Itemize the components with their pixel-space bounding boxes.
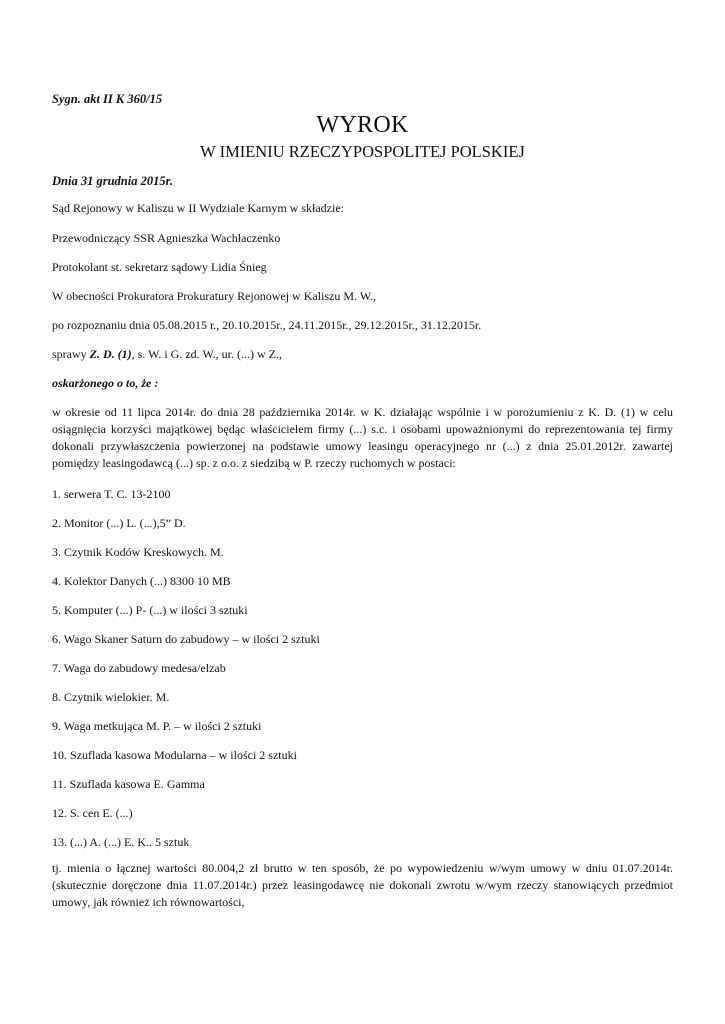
prosecutor-line: W obecności Prokuratora Prokuratury Rejonowej w Kaliszu M. W., xyxy=(52,289,377,303)
court-clerk: Protokolant st. sekretarz sądowy Lidia Śnieg xyxy=(52,260,267,274)
judgment-title: WYROK xyxy=(316,112,409,138)
list-item: 10. Szuflada kasowa Modularna – w ilości 2 sztuki xyxy=(52,748,297,762)
case-line xyxy=(52,346,282,363)
items-list xyxy=(52,486,320,863)
case-suffix: , s. W. i G. zd. W., ur. (...) w Z., xyxy=(131,347,283,361)
list-item: 7. Waga do zabudowy medesa/elzab xyxy=(52,661,226,675)
charge-paragraph: w okresie od 11 lipca 2014r. do dnia 28 października 2014r. w K. działając wspólnie i w porozumieniu z K. D. (1) w celu osiągnięcia korzyści majątkowej będąc właścicielem firmy (...) s.c. i osobami upoważnionymi do reprezentowania tej firmy dokonali przywłaszczenia powierzonej na podstawie umowy leasingu operacyjnego nr (...) z dnia 25.01.2012r. zawartej pomiędzy leasingodawcą (...) sp. z o.o. z siedzibą w P. rzeczy ruchomych w postaci: xyxy=(52,405,673,470)
list-item: 11. Szuflada kasowa E. Gamma xyxy=(52,777,205,791)
defendant-name: Z. D. (1) xyxy=(89,347,132,361)
list-item: 6. Wago Skaner Saturn do zabudowy – w ilości 2 sztuki xyxy=(52,632,320,646)
list-item: 3. Czytnik Kodów Kreskowych. M. xyxy=(52,545,224,559)
closing-paragraph: tj. mienia o łącznej wartości 80.004,2 zł brutto w ten sposób, że po wypowiedzeniu w/wym umowy w dniu 01.07.2014r. (skutecznie doręczone dnia 11.07.2014r.) przez leasingodawcę nie dokonali zwrotu w/wym rzeczy stanowiących przedmiot umowy, jak również ich równowartości, xyxy=(52,861,673,909)
list-item: 5. Komputer (...) P- (...) w ilości 3 sztuki xyxy=(52,603,248,617)
list-item: 12. S. cen E. (...) xyxy=(52,806,133,820)
list-item: 4. Kolektor Danych (...) 8300 10 MB xyxy=(52,574,231,588)
list-item: 2. Monitor (...) L. (...),5” D. xyxy=(52,516,186,530)
case-prefix: sprawy xyxy=(52,347,90,361)
judgment-subtitle: W IMIENIU RZECZYPOSPOLITEJ POLSKIEJ xyxy=(200,142,525,161)
judgment-date: Dnia 31 grudnia 2015r. xyxy=(52,174,173,188)
list-item: 8. Czytnik wielokier. M. xyxy=(52,690,170,704)
case-number: Sygn. akt II K 360/15 xyxy=(52,92,163,106)
list-item: 9. Waga metkująca M. P. – w ilości 2 sztuki xyxy=(52,719,262,733)
list-item: 13. (...) A. (...) E. K.. 5 sztuk xyxy=(52,835,190,849)
hearing-dates: po rozpoznaniu dnia 05.08.2015 r., 20.10.2015r., 24.11.2015r., 29.12.2015r., 31.12.2015r. xyxy=(52,318,482,332)
presiding-judge: Przewodniczący SSR Agnieszka Wachłaczenko xyxy=(52,231,281,245)
court-composition: Sąd Rejonowy w Kaliszu w II Wydziale Karnym w składzie: xyxy=(52,201,344,215)
list-item: 1. serwera T. C. 13-2100 xyxy=(52,487,171,501)
accused-heading: oskarżonego o to, że : xyxy=(52,376,159,390)
